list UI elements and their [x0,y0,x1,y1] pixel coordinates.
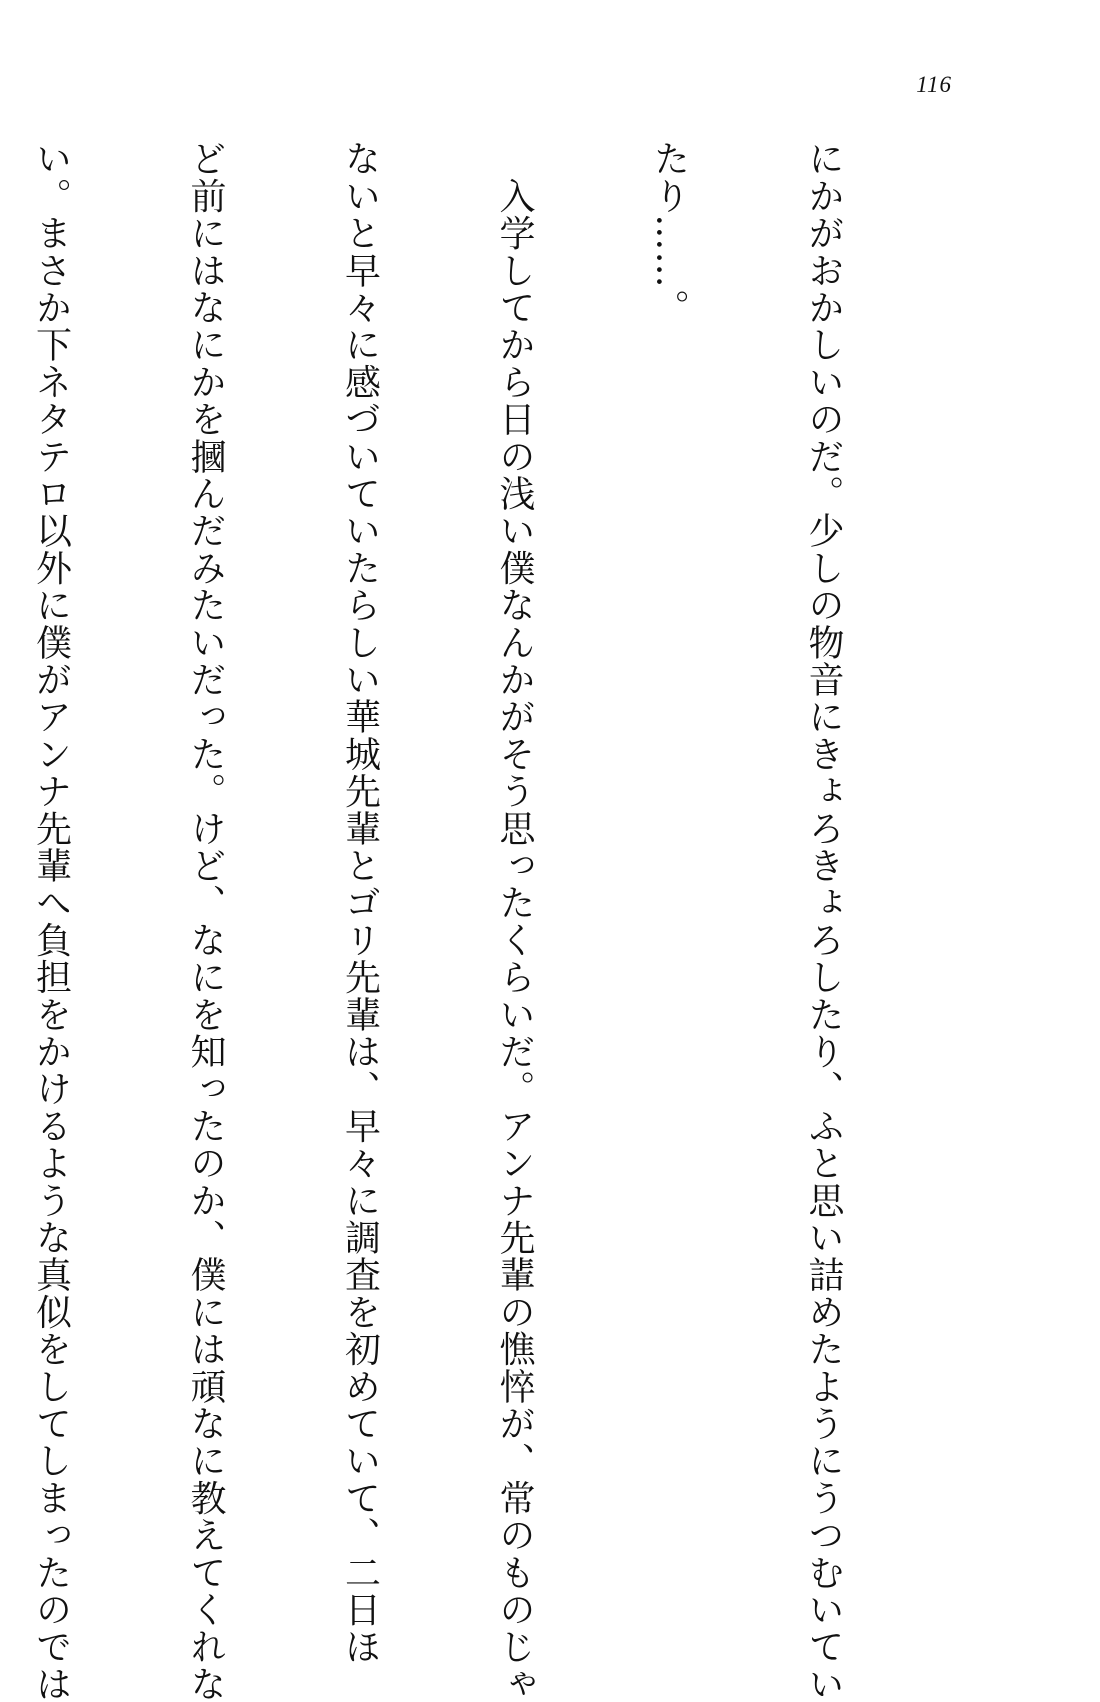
text-line: 入学してから日の浅い僕なんかがそう思ったくらいだ。アンナ先輩の憔悴が、常のものじゃ [494,140,535,1702]
text-line: たり……。 [648,140,690,326]
vertical-text-block [30,140,952,1702]
text-line: い。まさか下ネタテロ以外に僕がアンナ先輩へ負担をかけるような真似をしてしまったのでは [30,140,72,1702]
text-line: ないと早々に感づいていたらしい華城先輩とゴリ先輩は、早々に調査を初めていて、二日ほ [339,140,381,1666]
text-line: ど前にはなにかを摑んだみたいだった。けど、なにを知ったのか、僕には頑なに教えてくれな [185,140,226,1702]
text-line: にかがおかしいのだ。少しの物音にきょろきょろしたり、ふと思い詰めたようにうつむいてい [803,140,844,1702]
page-number: 116 [916,72,952,97]
